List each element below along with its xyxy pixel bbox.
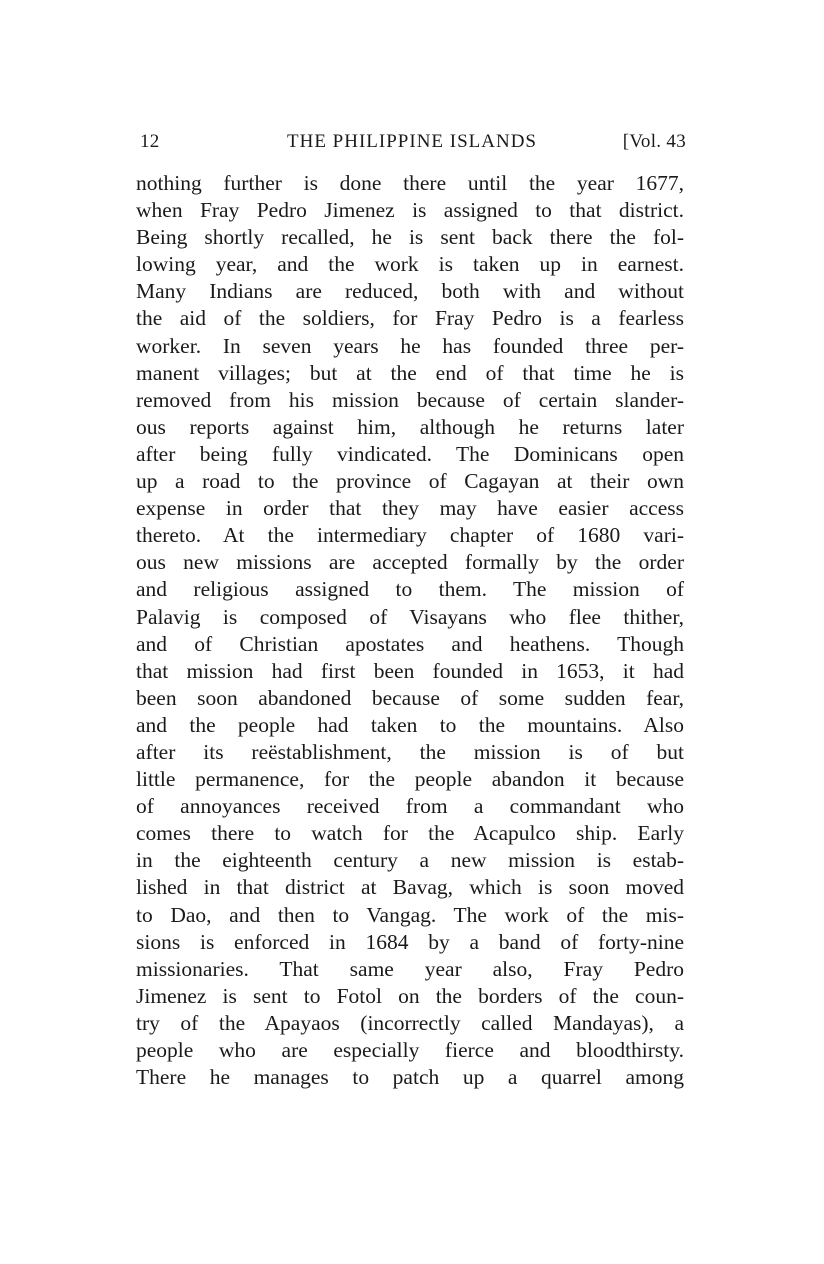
text-line: up a road to the province of Cagayan at their own xyxy=(136,469,684,494)
text-line: Many Indians are reduced, both with and without xyxy=(136,279,684,304)
running-title: THE PHILIPPINE ISLANDS xyxy=(287,131,537,152)
text-line: nothing further is done there until the year 1677, xyxy=(136,171,684,195)
text-line: that mission had first been founded in 1653, it had xyxy=(136,658,684,683)
text-line: of annoyances received from a commandant who xyxy=(136,794,684,819)
text-line: missionaries. That same year also, Fray Pedro xyxy=(136,956,684,981)
text-line: There he manages to patch up a quarrel among xyxy=(136,1065,684,1090)
volume-label: [Vol. 43 xyxy=(622,131,686,152)
text-line: and religious assigned to them. The mission of xyxy=(136,577,684,602)
text-line: the aid of the soldiers, for Fray Pedro is a fearless xyxy=(136,306,684,331)
text-line: when Fray Pedro Jimenez is assigned to that district. xyxy=(136,198,684,223)
running-head xyxy=(138,128,686,156)
text-line: after being fully vindicated. The Dominicans open xyxy=(136,441,684,466)
text-line: removed from his mission because of certain slander- xyxy=(136,387,684,412)
text-line: worker. In seven years he has founded three per- xyxy=(136,333,684,358)
page-number: 12 xyxy=(140,131,160,152)
text-line: and the people had taken to the mountains. Also xyxy=(136,712,684,737)
text-line: been soon abandoned because of some sudden fear, xyxy=(136,685,684,710)
text-line: Being shortly recalled, he is sent back there the fol- xyxy=(136,225,684,250)
text-line: try of the Apayaos (incorrectly called Mandayas), a xyxy=(136,1010,684,1035)
text-line: ous new missions are accepted formally by the order xyxy=(136,550,684,575)
text-line: ous reports against him, although he returns later xyxy=(136,414,684,439)
text-line: Palavig is composed of Visayans who flee thither, xyxy=(136,604,684,629)
text-line: and of Christian apostates and heathens. Though xyxy=(136,631,684,656)
text-line: lowing year, and the work is taken up in earnest. xyxy=(136,252,684,277)
text-line: comes there to watch for the Acapulco ship. Early xyxy=(136,821,684,846)
text-line: Jimenez is sent to Fotol on the borders of the coun- xyxy=(136,983,684,1008)
text-line: little permanence, for the people abandon it because xyxy=(136,767,684,792)
text-line: manent villages; but at the end of that time he is xyxy=(136,360,684,385)
text-line: sions is enforced in 1684 by a band of forty-nine xyxy=(136,929,684,954)
text-line: lished in that district at Bavag, which is soon moved xyxy=(136,875,684,900)
text-line: thereto. At the intermediary chapter of 1680 vari- xyxy=(136,523,684,548)
body-paragraph xyxy=(136,170,684,1091)
text-line: people who are especially fierce and bloodthirsty. xyxy=(136,1038,684,1062)
text-line: expense in order that they may have easier access xyxy=(136,496,684,521)
text-line: after its reëstablishment, the mission is of but xyxy=(136,739,684,764)
text-line: in the eighteenth century a new mission is estab- xyxy=(136,848,684,873)
text-line: to Dao, and then to Vangag. The work of the mis- xyxy=(136,902,684,927)
